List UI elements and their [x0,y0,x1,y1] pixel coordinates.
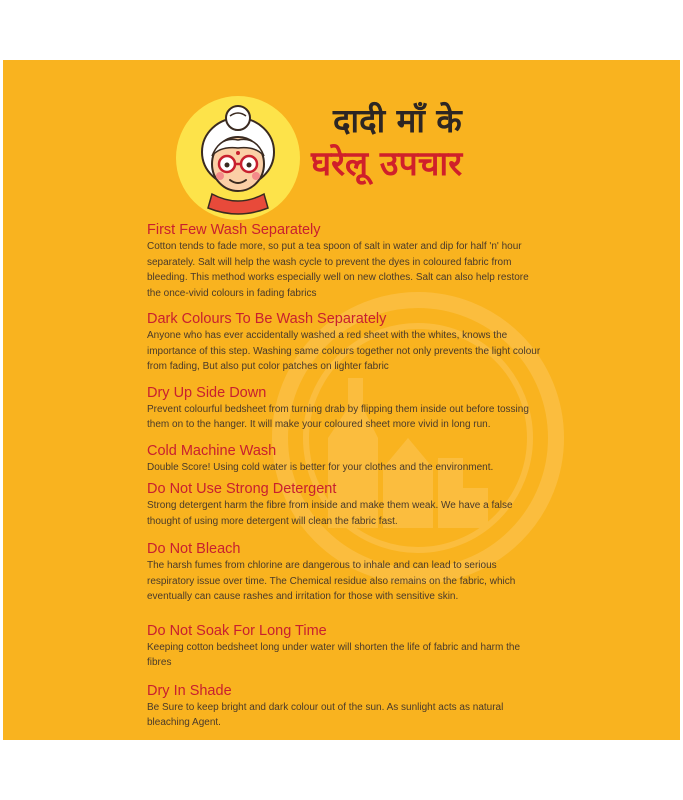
tip-item [147,443,542,476]
brand-title [311,100,571,186]
tip-title: Do Not Soak For Long Time [147,622,327,639]
tip-item [147,222,542,301]
tip-body: Prevent colourful bedsheet from turning drab by flipping them inside out before tossing them on to the hanger. It will make your coloured sheet more vivid in long run. [147,403,529,430]
tip-body: Double Score! Using cold water is better for your clothes and the environment. [147,461,494,473]
brand-logo [176,96,300,220]
tips-list [147,222,542,731]
tip-item [147,311,542,375]
tip-title: Dry In Shade [147,682,232,699]
tip-body: Strong detergent harm the fibre from inside and make them weak. We have a false thought of using more detergent will clean the fabric fast. [147,500,513,527]
tip-title: First Few Wash Separately [147,222,321,238]
brand-title-line2: घरेलू उपचार [311,144,463,184]
tip-body: Anyone who has ever accidentally washed a red sheet with the whites, knows the importance of this step. Washing same colours together not only prevents the light colour from fading, But also put color patches on lighter fabric [147,330,541,372]
tip-item [147,683,542,731]
tip-title: Dark Colours To Be Wash Separately [147,311,387,327]
tip-title: Dry Up Side Down [147,384,267,401]
tip-body: Keeping cotton bedsheet long under water will shorten the life of fabric and harm the fibres [147,641,521,668]
tip-body: Be Sure to keep bright and dark colour out of the sun. As sunlight acts as natural bleaching Agent. [147,701,504,728]
tip-item [147,623,542,671]
tip-body: The harsh fumes from chlorine are dangerous to inhale and can lead to serious respiratory issue over time. The Chemical residue also remains on the fabric, which eventually can cause rashes and irritation for those with sensitive skin. [147,560,516,602]
tip-item [147,385,542,433]
tip-title: Cold Machine Wash [147,442,277,459]
tip-item [147,481,542,529]
brand-title-line1: दादी माँ के [333,101,462,140]
tip-title: Do Not Bleach [147,541,241,557]
tip-body: Cotton tends to fade more, so put a tea spoon of salt in water and dip for half 'n' hour separately. Salt will help the wash cycle to prevent the dyes in coloured fabric from bleeding. This method works especially well on new clothes. Salt can also help restore the once-vivid colours in fading fabrics [147,241,529,299]
grandmother-face-icon [176,96,300,220]
tip-title: Do Not Use Strong Detergent [147,481,337,497]
tip-item [147,541,542,605]
info-card [3,60,680,740]
